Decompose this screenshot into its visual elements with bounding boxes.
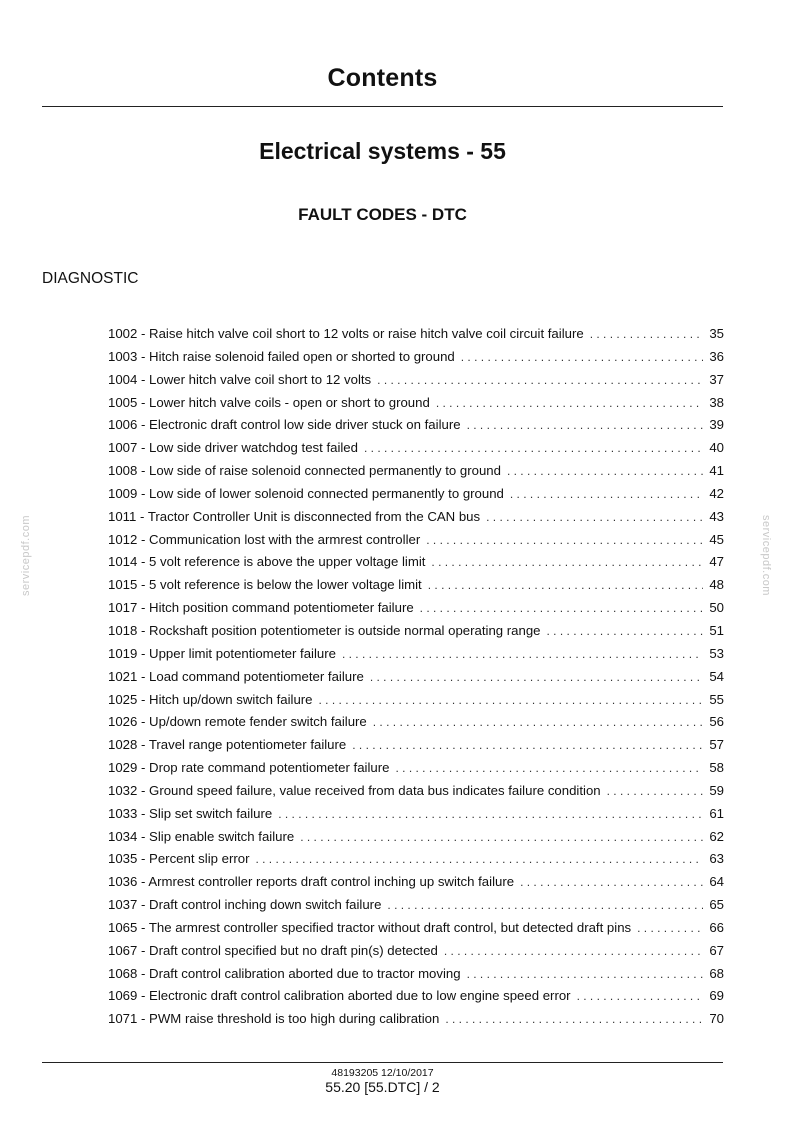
toc-entry-title: 1014 - 5 volt reference is above the upper voltage limit [108, 554, 426, 570]
toc-entry-page: 70 [709, 1011, 724, 1027]
toc-entry-title: 1026 - Up/down remote fender switch failure [108, 714, 367, 730]
toc-leader-dots [461, 346, 704, 369]
category-heading: DIAGNOSTIC [42, 270, 139, 287]
toc-entry-page: 42 [709, 485, 724, 501]
toc-entry[interactable] [108, 369, 724, 392]
toc-entry[interactable] [108, 963, 724, 986]
toc-entry[interactable] [108, 437, 724, 460]
toc-leader-dots [387, 894, 703, 917]
toc-entry-title: 1037 - Draft control inching down switch failure [108, 897, 382, 913]
toc-entry-title: 1068 - Draft control calibration aborted due to tractor moving [108, 965, 461, 981]
toc-entry-page: 37 [709, 371, 724, 387]
toc-leader-dots [590, 323, 704, 346]
toc-leader-dots [431, 551, 703, 574]
toc-entry-title: 1019 - Upper limit potentiometer failure [108, 645, 336, 661]
toc-entry-page: 48 [709, 577, 724, 593]
toc-leader-dots [370, 666, 703, 689]
toc-entry[interactable] [108, 757, 724, 780]
toc-entry-page: 35 [709, 326, 724, 341]
toc-entry-page: 67 [709, 942, 724, 958]
toc-entry[interactable] [108, 574, 724, 597]
toc-entry-title: 1065 - The armrest controller specified tractor without draft control, but detected draft pins [108, 919, 632, 935]
toc-entry-page: 51 [709, 622, 724, 638]
toc-entry[interactable] [108, 917, 724, 940]
toc-leader-dots [445, 1008, 703, 1031]
toc-leader-dots [395, 757, 703, 780]
toc-leader-dots [428, 574, 704, 597]
toc-leader-dots [507, 460, 703, 483]
toc-entry[interactable] [108, 780, 724, 803]
toc-entry[interactable] [108, 483, 724, 506]
toc-leader-dots [300, 826, 703, 849]
toc-entry[interactable] [108, 711, 724, 734]
toc-entry-title: 1003 - Hitch raise solenoid failed open or shorted to ground [108, 348, 455, 364]
toc-entry[interactable] [108, 666, 724, 689]
toc-entry-title: 1035 - Percent slip error [108, 851, 250, 867]
toc-entry-title: 1032 - Ground speed failure, value received from data bus indicates failure condition [108, 782, 601, 798]
toc-entry-page: 47 [709, 554, 724, 570]
toc-entry-page: 63 [709, 851, 724, 867]
toc-entry-page: 50 [709, 600, 724, 616]
toc-entry-page: 61 [709, 805, 724, 821]
toc-entry-title: 1029 - Drop rate command potentiometer failure [108, 760, 390, 776]
toc-entry-page: 64 [709, 874, 724, 890]
toc-entry[interactable] [108, 392, 724, 415]
toc-entry[interactable] [108, 803, 724, 826]
toc-entry-page: 38 [709, 394, 724, 410]
page-reference: 55.20 [55.DTC] / 2 [325, 1079, 440, 1095]
toc-entry[interactable] [108, 689, 724, 712]
toc-entry-title: 1021 - Load command potentiometer failure [108, 668, 364, 684]
toc-entry-page: 57 [709, 737, 724, 753]
toc-entry[interactable] [108, 551, 724, 574]
toc-leader-dots [436, 392, 704, 415]
toc-entry-page: 65 [709, 897, 724, 913]
page-title: Contents [327, 64, 438, 92]
toc-list [108, 323, 724, 1031]
toc-leader-dots [364, 437, 703, 460]
toc-entry[interactable] [108, 323, 724, 346]
toc-leader-dots [420, 597, 704, 620]
toc-entry-title: 1012 - Communication lost with the armrest controller [108, 531, 421, 547]
toc-entry-title: 1034 - Slip enable switch failure [108, 828, 295, 844]
toc-entry[interactable] [108, 734, 724, 757]
toc-entry-page: 59 [709, 782, 724, 798]
toc-entry-title: 1004 - Lower hitch valve coil short to 12 volts [108, 371, 372, 387]
toc-entry[interactable] [108, 1008, 724, 1031]
toc-entry-title: 1036 - Armrest controller reports draft control inching up switch failure [108, 874, 515, 890]
toc-leader-dots [278, 803, 703, 826]
footer-rule [42, 1062, 723, 1063]
toc-entry[interactable] [108, 506, 724, 529]
toc-leader-dots [547, 620, 704, 643]
toc-entry-page: 68 [709, 965, 724, 981]
toc-entry[interactable] [108, 985, 724, 1008]
toc-entry-title: 1002 - Raise hitch valve coil short to 12 volts or raise hitch valve coil circuit failure [108, 326, 584, 341]
toc-leader-dots [520, 871, 703, 894]
toc-entry[interactable] [108, 346, 724, 369]
document-number: 48193205 12/10/2017 [331, 1067, 434, 1079]
toc-entry-title: 1028 - Travel range potentiometer failure [108, 737, 347, 753]
toc-entry[interactable] [108, 460, 724, 483]
toc-entry-title: 1067 - Draft control specified but no draft pin(s) detected [108, 942, 438, 958]
toc-leader-dots [577, 985, 704, 1008]
title-rule [42, 106, 723, 107]
toc-leader-dots [637, 917, 703, 940]
toc-entry-title: 1015 - 5 volt reference is below the lower voltage limit [108, 577, 422, 593]
toc-leader-dots [510, 483, 703, 506]
toc-entry-title: 1018 - Rockshaft position potentiometer is outside normal operating range [108, 622, 541, 638]
toc-leader-dots [467, 963, 704, 986]
toc-leader-dots [342, 643, 703, 666]
toc-entry-title: 1069 - Electronic draft control calibration aborted due to low engine speed error [108, 988, 571, 1004]
toc-entry[interactable] [108, 848, 724, 871]
toc-entry-title: 1011 - Tractor Controller Unit is disconnected from the CAN bus [108, 508, 481, 524]
toc-entry[interactable] [108, 871, 724, 894]
toc-entry-title: 1009 - Low side of lower solenoid connected permanently to ground [108, 485, 504, 501]
toc-entry-page: 58 [709, 760, 724, 776]
toc-entry-title: 1007 - Low side driver watchdog test failed [108, 440, 358, 456]
toc-entry-page: 66 [709, 919, 724, 935]
toc-leader-dots [377, 369, 703, 392]
toc-entry-page: 56 [709, 714, 724, 730]
toc-entry-page: 69 [709, 988, 724, 1004]
toc-leader-dots [444, 940, 703, 963]
toc-entry-title: 1005 - Lower hitch valve coils - open or short to ground [108, 394, 430, 410]
toc-entry-page: 40 [709, 440, 724, 456]
toc-entry[interactable] [108, 894, 724, 917]
toc-entry[interactable] [108, 597, 724, 620]
toc-entry[interactable] [108, 529, 724, 552]
toc-leader-dots [607, 780, 704, 803]
toc-entry-title: 1071 - PWM raise threshold is too high during calibration [108, 1011, 440, 1027]
watermark-right: servicepdf.com [760, 515, 772, 596]
toc-entry-page: 55 [709, 691, 724, 707]
toc-entry-title: 1017 - Hitch position command potentiometer failure [108, 600, 414, 616]
toc-leader-dots [467, 414, 704, 437]
subsection-title: FAULT CODES - DTC [298, 205, 467, 224]
toc-leader-dots [255, 848, 703, 871]
watermark-left: servicepdf.com [20, 515, 32, 596]
toc-entry-title: 1025 - Hitch up/down switch failure [108, 691, 313, 707]
toc-entry[interactable] [108, 414, 724, 437]
toc-leader-dots [319, 689, 704, 712]
toc-leader-dots [426, 529, 703, 552]
toc-entry[interactable] [108, 620, 724, 643]
toc-entry-page: 43 [709, 508, 724, 524]
toc-entry-page: 36 [709, 348, 724, 364]
toc-entry-page: 53 [709, 645, 724, 661]
toc-entry[interactable] [108, 643, 724, 666]
toc-entry-page: 45 [709, 531, 724, 547]
toc-entry-title: 1033 - Slip set switch failure [108, 805, 273, 821]
toc-leader-dots [373, 711, 704, 734]
toc-entry-title: 1006 - Electronic draft control low side driver stuck on failure [108, 417, 461, 433]
toc-entry-page: 62 [709, 828, 724, 844]
toc-leader-dots [352, 734, 703, 757]
toc-entry-page: 41 [709, 463, 724, 479]
toc-entry-title: 1008 - Low side of raise solenoid connected permanently to ground [108, 463, 501, 479]
toc-leader-dots [486, 506, 703, 529]
toc-entry[interactable] [108, 826, 724, 849]
toc-entry-page: 54 [709, 668, 724, 684]
toc-entry[interactable] [108, 940, 724, 963]
toc-entry-page: 39 [709, 417, 724, 433]
section-title: Electrical systems - 55 [259, 138, 506, 164]
